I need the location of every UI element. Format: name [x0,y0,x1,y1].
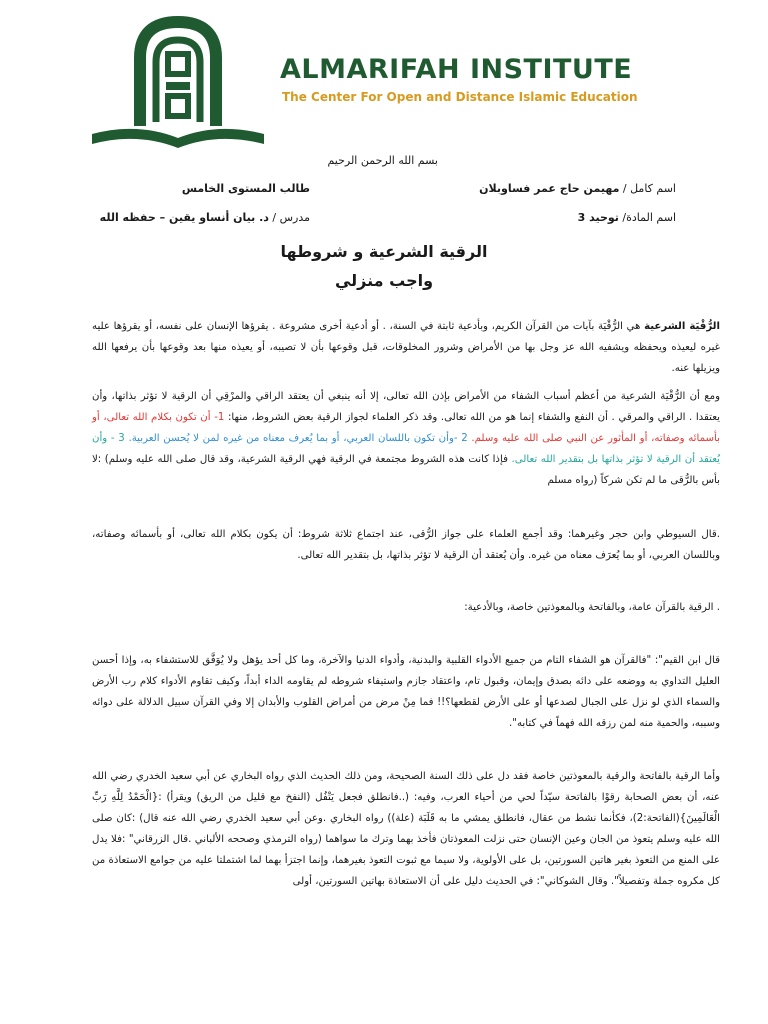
condition-1: 1- أن تكون بكلام الله تعالى، أو بأسمائه وصفاته، أو المأثور عن النبي صلى الله عليه وسلم. [92,412,720,444]
student-level: طالب المستوى الخامس [181,182,310,195]
paragraph-ibn-qayyim: قال ابن القيم": "فالقرآن هو الشفاء التام من جميع الأدواء القلبية والبدنية، وأدواء الدنيا والآخرة، وما كل أحد يؤهل ولا يُوَفَّق للاستشفاء به، وإذا أحسن العليل التداوي به ووضعه على دائه بصدق وإيمان، وقبول تام، واعتقاد جازم واستيفاء شروطه لم يقاومه الداء أبداً، وكيف تقاوم الأدواء كلام رب الأرض والسماء الذي لو نزل على الجبال لصدعها أو على الأرض لقطعها؟!! فما مِنْ مرض من أمراض القلوب والأبدان إلا وفي القرآن سبيل الدلالة على دوائه وسببه، والحمية منه لمن رزقه الله فهماً في كتابه". [92,655,720,729]
institute-tagline: The Center For Open and Distance Islamic Education [282,90,638,104]
condition-2: 2 -وأن تكون باللسان العربي، أو بما يُعرف معناه من غيره لمن لا يُحسن العربية. [124,433,468,444]
student-name-label: اسم كامل / [619,182,676,195]
student-name-line [479,182,676,195]
page-title: الرقية الشرعية و شروطها [280,242,488,261]
subject-line [578,211,676,224]
condition-3: 3 - وأن يُعتقد أن الرقية لا تؤثر بذاتها بل بتقدير الله تعالى. [92,433,720,465]
page-header [0,0,768,160]
student-name-value: مهيمن حاج عمر فساوبلان [479,182,620,195]
page-subtitle: واجب منزلي [334,271,434,290]
institute-name: ALMARIFAH INSTITUTE [280,54,633,85]
teacher-label: مدرس / [268,211,310,224]
paragraph-conditions: ومع أن الرُّقْيَة الشرعية من أعظم أسباب الشفاء من الأمراض بإذن الله تعالى، إلا أنه ينبغي أن يعتقد الراقي والمرْقِي أن الرقية لا تؤثر بذاتها، وأن يعتقدا . الراقي والمرقي . أن النفع والشفاء إنما هو من الله تعالى. وقد ذكر العلماء لجواز الرقية بعض الشروط، منها: 1- أن تكون بكلام الله تعالى، أو بأسمائه وصفاته، أو المأثور عن النبي صلى الله عليه وسلم. 2 -وأن تكون باللسان العربي، أو بما يُعرف معناه من غيره لمن لا يُحسن العربية. 3 - وأن يُعتقد أن الرقية لا تؤثر بذاتها بل بتقدير الله تعالى. فإذا كانت هذه الشروط مجتمعة في الرقية فهي الرقية الشرعية، وقد قال صلى الله عليه وسلم) :لا بأس بالرُّقى ما لم تكن شركاً (رواه مسلم [92,391,721,486]
paragraph-fatiha-muawwidhatain: وأما الرقية بالفاتحة والرقية بالمعوذتين خاصة فقد دل على ذلك السنة الصحيحة، ومن ذلك الحديث الذي رواه البخاري عن أبي سعيد الخدري رضي الله عنه، أن بعض الصحابة رقوْا بالفاتحة سيّداً لحي من أحياء العرب، وفيه: (..فانطلق فجعل يَتْفُل (النفخ مع قليل من الريق) ويقرأ) :{الْحَمْدُ لِلَّهِ رَبِّ الْعَالَمِينَ}(الفاتحة:2)، فكأنما نشط من عقال، فانطلق يمشي ما به قَلَبَة (علة)) رواه البخاري .وعن أبي سعيد الخدري رضي الله عنه قال) :كان صلى الله عليه وسلم يتعوذ من الجان وعين الإنسان حتى نزلت المعوذتان فأخذ بهما وترك ما سواهما (رواه الترمذي وصححه الألباني .قال الزرقاني" :فلا يدل على المنع من التعوذ بغير هاتين السورتين، بل على الأولوية، ولا سيما مع ثبوت التعوذ بغيرهما، وإنما اجتزأ بهما لما اشتملتا عليه من جوامع الاستعاذة من كل مكروه جملة وتفصيلاً". وقال الشوكاني": في الحديث دليل على أن الاستعاذة بهاتين السورتين، أولى [92,771,720,887]
teacher-value: د. بيان أنساو يقين – حفظه الله [99,211,269,224]
subject-label: اسم المادة/ [618,211,676,224]
basmala: بسم الله الرحمن الرحيم [327,154,438,167]
definition-term: الرُّقْيَة الشرعية [644,321,720,332]
almarifah-logo-icon [88,14,268,152]
teacher-line [100,211,310,224]
subject-value: توحيد 3 [577,211,619,224]
paragraph-scholars: .قال السيوطي وابن حجر وغيرهما: وقد أجمع العلماء على جواز الرُّقى، عند اجتماع ثلاثة شروط: أن يكون بكلام الله تعالى، أو بأسمائه وصفاته، وباللسان العربي، أو بما يُعرَف معناه من غيره. وأن يُعتقد أن الرقية لا تؤثر بذاتها، بل بتقدير الله تعالى. [92,529,720,561]
paragraph-definition: الرُّقْيَة الشرعية هي الرُّقْيَة بآيات من القرآن الكريم، وبأدعية ثابتة في السنة، . أو أدعية أخرى مشروعة . يقرؤها الإنسان على نفسه، أو يقرؤها عليه غيره ليعيذه ويحفظه ويشفيه الله عز وجل بها من الأمراض وشرور المخلوقات، قبل وقوعها بأن لا تصيبه، أو يعيذه منها بعد وقوعها بأن يرفعها الله ويزيلها عنه. [92,321,720,374]
paragraph-quran-ruqya: . الرقية بالقرآن عامة، وبالفاتحة وبالمعوذتين خاصة، وبالأدعية: [464,602,720,613]
